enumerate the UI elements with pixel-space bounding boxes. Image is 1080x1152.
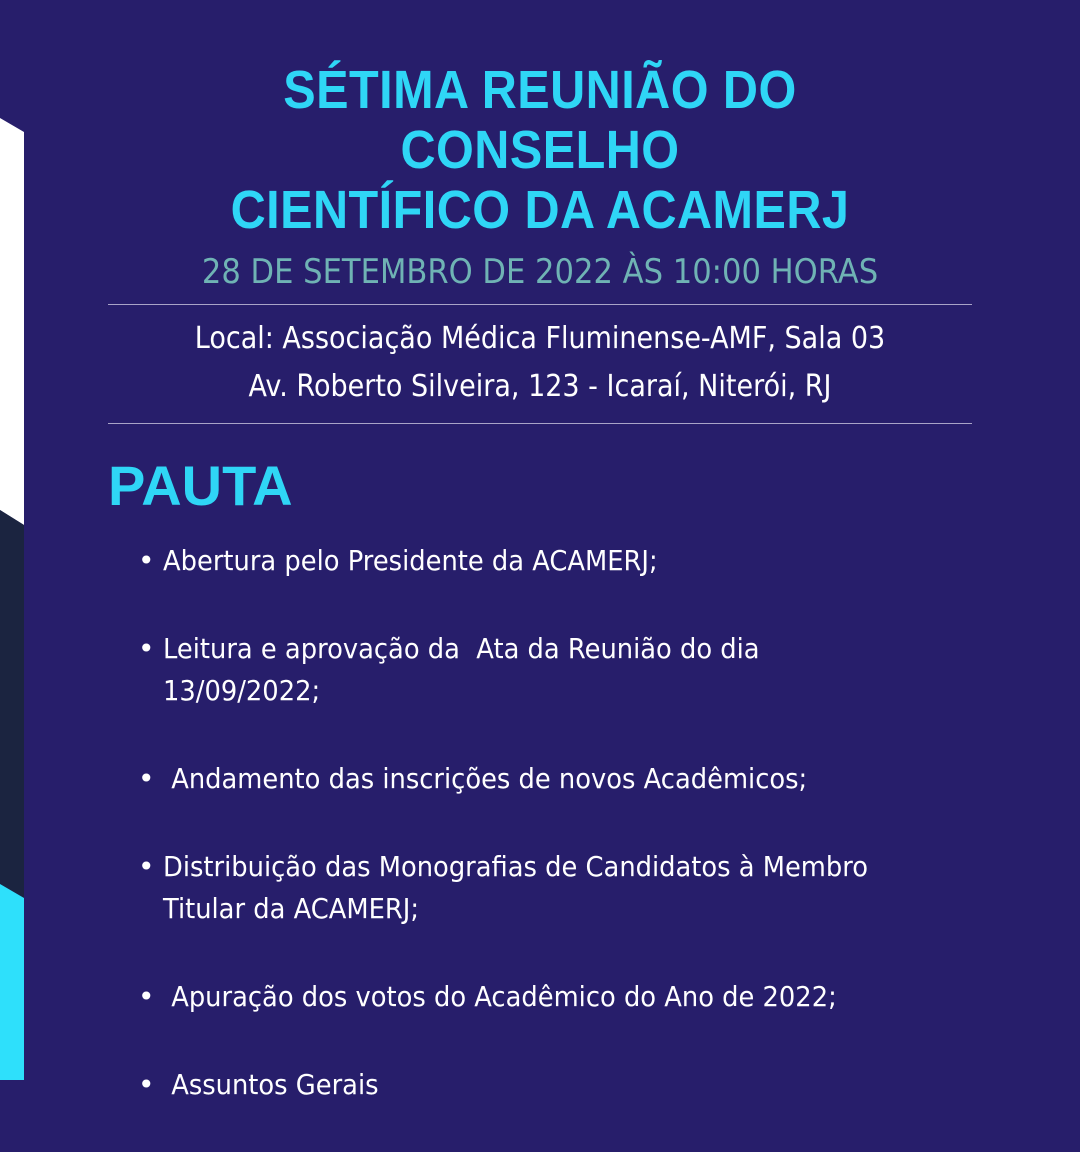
agenda-item xyxy=(108,846,963,930)
agenda-item-text: Leitura e aprovação da Ata da Reunião do dia 13/09/2022; xyxy=(163,632,760,707)
agenda-item xyxy=(108,758,963,800)
agenda-item xyxy=(108,1064,963,1106)
divider-bottom xyxy=(108,423,972,424)
meeting-date: 28 DE SETEMBRO DE 2022 ÀS 10:00 HORAS xyxy=(201,252,879,292)
flyer-content xyxy=(108,0,972,1152)
meeting-title xyxy=(151,60,929,240)
location-line-1: Local: Associação Médica Fluminense-AMF, Sala 03 xyxy=(194,321,886,356)
bullet-icon: • xyxy=(138,1068,155,1101)
bullet-icon: • xyxy=(138,632,155,665)
agenda-item xyxy=(108,628,963,712)
side-white-stripe xyxy=(0,118,24,525)
agenda-title: PAUTA xyxy=(108,454,293,517)
side-decoration xyxy=(0,0,24,1080)
location-line-2: Av. Roberto Silveira, 123 - Icaraí, Niterói, RJ xyxy=(248,369,832,404)
agenda-item-text: Andamento das inscrições de novos Acadêmicos; xyxy=(163,762,808,795)
side-cyan-stripe xyxy=(0,884,24,1080)
agenda-item-text: Distribuição das Monografias de Candidatos à Membro Titular da ACAMERJ; xyxy=(163,850,869,925)
bullet-icon: • xyxy=(138,980,155,1013)
title-line-1: SÉTIMA REUNIÃO DO CONSELHO xyxy=(283,60,797,180)
agenda-item xyxy=(108,540,963,582)
bullet-icon: • xyxy=(138,544,155,577)
side-dark-stripe xyxy=(0,510,24,898)
agenda-item xyxy=(108,976,963,1018)
bullet-icon: • xyxy=(138,850,155,883)
agenda-item-text: Apuração dos votos do Acadêmico do Ano de 2022; xyxy=(163,980,837,1013)
meeting-location xyxy=(151,305,929,423)
agenda-item-text: Assuntos Gerais xyxy=(163,1068,379,1101)
bullet-icon: • xyxy=(138,762,155,795)
agenda-list xyxy=(108,540,972,1106)
agenda-item-text: Abertura pelo Presidente da ACAMERJ; xyxy=(163,544,658,577)
title-line-2: CIENTÍFICO DA ACAMERJ xyxy=(230,180,850,240)
